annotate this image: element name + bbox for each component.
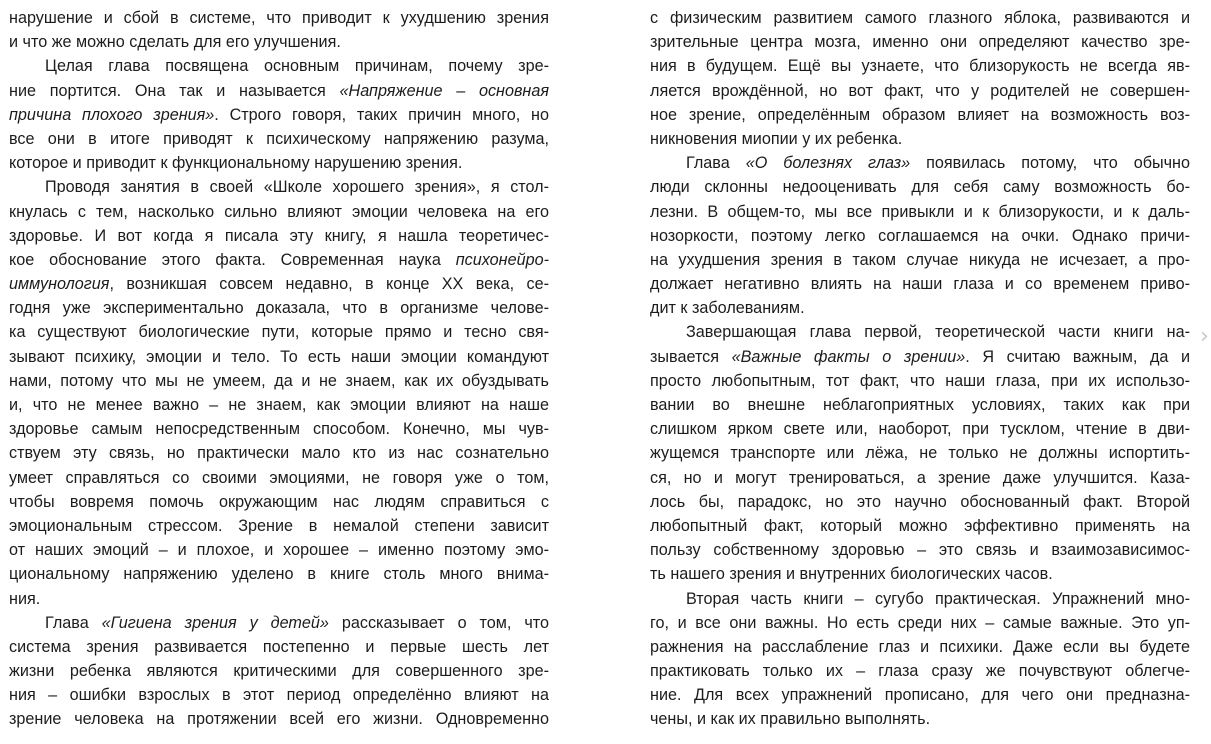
text-span: зывается bbox=[650, 347, 732, 366]
text-line bbox=[650, 345, 1190, 369]
text-line bbox=[9, 30, 549, 54]
text-span: ния в будущем. Ещё вы узнаете, что близорукость не всегда яв- bbox=[650, 57, 1190, 76]
text-span: нозоркости, поэтому легко соглашаемся на очки. Однако причи- bbox=[650, 226, 1190, 245]
text-span: слишком ярком свете или, наоборот, при тусклом, чтение в дви- bbox=[650, 420, 1190, 439]
text-span: Глава bbox=[45, 613, 102, 632]
text-span: лезни. В общем-то, мы все привыкли и к близорукости, и к даль- bbox=[650, 202, 1190, 221]
text-span: циональному напряжению уделено в книге столь много внима- bbox=[9, 565, 549, 584]
text-line bbox=[650, 707, 1190, 731]
text-line bbox=[9, 393, 549, 417]
text-span: ка существуют биологические пути, которые прямо и тесно свя- bbox=[9, 323, 549, 342]
right-page bbox=[650, 6, 1190, 732]
text-span: жизни ребенка являются критическими для совершенного зре- bbox=[9, 662, 549, 681]
text-span: появилась потому, что обычно bbox=[910, 154, 1190, 173]
text-span: Целая глава посвящена основным причинам, почему зре- bbox=[45, 57, 549, 76]
left-page bbox=[9, 6, 549, 732]
text-line bbox=[9, 683, 549, 707]
text-span: ние портится. Она так и называется bbox=[9, 81, 340, 100]
text-line bbox=[650, 79, 1190, 103]
text-line bbox=[650, 635, 1190, 659]
text-span: никновения миопии у их ребенка. bbox=[650, 129, 903, 148]
text-span: ния. bbox=[9, 589, 41, 608]
italic-text: «Гигиена зрения у детей» bbox=[101, 613, 329, 632]
text-span: нарушение и сбой в системе, что приводит к ухудшению зрения bbox=[9, 9, 549, 27]
text-line bbox=[650, 127, 1190, 151]
text-span: система зрения развивается постепенно и первые шесть лет bbox=[9, 637, 549, 656]
text-span: ное зрение, определённым образом влияет на возможность воз- bbox=[650, 105, 1190, 124]
text-line bbox=[9, 224, 549, 248]
text-line bbox=[9, 248, 549, 272]
text-span: и, что не менее важно – не знаем, как эмоции влияют на наше bbox=[9, 396, 549, 414]
text-line bbox=[650, 6, 1190, 30]
text-line bbox=[650, 272, 1190, 296]
text-line bbox=[650, 611, 1190, 635]
text-span: вании во внешне неблагоприятных условиях, таких как при bbox=[650, 396, 1190, 414]
text-line bbox=[650, 417, 1190, 441]
text-span: Вторая часть книги – сугубо практическая. Упражнений мно- bbox=[686, 589, 1190, 608]
text-line bbox=[9, 320, 549, 344]
text-line bbox=[650, 151, 1190, 175]
text-span: нами, потому что мы не умеем, да и не знаем, как их обуздывать bbox=[9, 371, 549, 390]
text-line bbox=[9, 562, 549, 586]
text-line bbox=[650, 103, 1190, 127]
text-span: любопытный факт, который можно эффективно применять на bbox=[650, 516, 1190, 535]
text-span: ся, но и могут тренироваться, а зрение даже улучшится. Каза- bbox=[650, 468, 1190, 487]
text-span: чены, и как их правильно выполнять. bbox=[650, 710, 931, 729]
text-span: . Строго говоря, таких причин много, но bbox=[214, 105, 549, 124]
text-line bbox=[9, 587, 549, 611]
text-line bbox=[650, 320, 1190, 344]
text-line bbox=[650, 30, 1190, 54]
text-line bbox=[650, 562, 1190, 586]
text-line bbox=[650, 296, 1190, 320]
text-span: ния – ошибки взрослых в этот период определённо влияют на bbox=[9, 686, 549, 705]
text-span: дит к заболеваниям. bbox=[650, 299, 805, 318]
text-span: на ухудшения зрения в таком случае никуда не исчезает, а про- bbox=[650, 250, 1190, 269]
text-span: от наших эмоций – и плохое, и хорошее – именно поэтому эмо- bbox=[9, 541, 549, 560]
text-line bbox=[9, 54, 549, 78]
text-line bbox=[9, 6, 549, 30]
text-span: зывают психику, эмоции и тело. То есть наши эмоции командуют bbox=[9, 347, 549, 366]
text-span: которое и приводит к функциональному нарушению зрения. bbox=[9, 154, 463, 173]
text-line bbox=[9, 635, 549, 659]
text-span: просто любопытным, тот факт, что наши глаза, при их использо- bbox=[650, 371, 1190, 390]
text-span: жущемся транспорте или лёжа, не только не должны испортить- bbox=[650, 444, 1190, 463]
text-line bbox=[650, 538, 1190, 562]
italic-text: «О болезнях глаз» bbox=[745, 154, 911, 173]
text-line bbox=[9, 514, 549, 538]
text-line bbox=[9, 103, 549, 127]
text-line bbox=[9, 611, 549, 635]
text-line bbox=[650, 441, 1190, 465]
text-span: чтобы вовремя помочь окружающим нас людям справиться с bbox=[9, 492, 549, 511]
text-line bbox=[650, 248, 1190, 272]
text-line bbox=[650, 54, 1190, 78]
text-span: должает негативно влиять на наши глаза и со временем приво- bbox=[650, 275, 1190, 294]
text-line bbox=[9, 538, 549, 562]
text-span: все они в итоге приводят к психическому напряжению разума, bbox=[9, 129, 549, 148]
text-span: Завершающая глава первой, теоретической части книги на- bbox=[686, 323, 1190, 342]
text-span: ражнения на расслабление глаз и психики. Даже если вы будете bbox=[650, 637, 1190, 656]
text-span: кнулась с тем, насколько сильно влияют эмоции человека на его bbox=[9, 202, 549, 221]
text-line bbox=[9, 466, 549, 490]
text-span: Проводя занятия в своей «Школе хорошего зрения», я стол- bbox=[45, 178, 549, 197]
text-span: умеет справляться со своими эмоциями, не говоря уже о том, bbox=[9, 468, 549, 487]
text-span: ляется врождённой, но вот факт, что у родителей не совершен- bbox=[650, 81, 1190, 100]
text-span: зрительные центра мозга, именно они определяют качество зре- bbox=[650, 33, 1190, 52]
text-line bbox=[650, 224, 1190, 248]
italic-text: «Напряжение – основная bbox=[339, 81, 549, 100]
text-span: зрение человека на протяжении всей его жизни. Одновременно bbox=[9, 710, 549, 729]
text-line bbox=[650, 490, 1190, 514]
text-line bbox=[9, 79, 549, 103]
text-line bbox=[650, 369, 1190, 393]
next-page-chevron-right-icon[interactable]: › bbox=[1200, 324, 1209, 349]
text-line bbox=[9, 441, 549, 465]
text-line bbox=[9, 200, 549, 224]
text-line bbox=[9, 151, 549, 175]
text-span: , возникшая совсем недавно, в конце XX века, се- bbox=[109, 275, 549, 294]
text-line bbox=[9, 272, 549, 296]
text-line bbox=[9, 659, 549, 683]
text-line bbox=[9, 369, 549, 393]
text-line bbox=[650, 466, 1190, 490]
italic-text: «Важные факты о зрении» bbox=[731, 347, 966, 366]
text-span: кое обоснование этого факта. Современная наука bbox=[9, 250, 456, 269]
text-line bbox=[650, 393, 1190, 417]
italic-text: причина плохого зрения» bbox=[9, 105, 215, 124]
text-span: практиковать только их – глаза сразу же почувствуют облегче- bbox=[650, 662, 1190, 681]
text-span: эмоциональным стрессом. Зрение в немалой степени зависит bbox=[9, 516, 549, 535]
text-line bbox=[9, 296, 549, 320]
text-span: люди склонны недооценивать для себя саму возможность бо- bbox=[650, 178, 1190, 197]
text-span: Глава bbox=[686, 154, 746, 173]
text-span: ть нашего зрения и внутренних биологических часов. bbox=[650, 565, 1053, 584]
text-line bbox=[650, 514, 1190, 538]
text-span: годня уже экспериментально доказала, что в организме челове- bbox=[9, 299, 549, 318]
text-line bbox=[9, 127, 549, 151]
text-line bbox=[650, 200, 1190, 224]
text-span: рассказывает о том, что bbox=[328, 613, 549, 632]
text-line bbox=[650, 683, 1190, 707]
text-line bbox=[9, 417, 549, 441]
italic-text: иммунология bbox=[9, 275, 110, 294]
text-line bbox=[650, 659, 1190, 683]
text-span: . Я считаю важным, да и bbox=[965, 347, 1190, 366]
text-line bbox=[9, 345, 549, 369]
text-line bbox=[9, 707, 549, 731]
text-span: и что же можно сделать для его улучшения. bbox=[9, 33, 341, 52]
text-line bbox=[9, 175, 549, 199]
text-span: лось бы, парадокс, но это научно обоснованный факт. Второй bbox=[650, 492, 1190, 511]
text-span: пользу собственному здоровью – это связь и взаимозависимос- bbox=[650, 541, 1190, 560]
text-line bbox=[9, 490, 549, 514]
text-span: ние. Для всех упражнений прописано, для чего они предназна- bbox=[650, 686, 1190, 705]
text-span: го, и все они важны. Но есть среди них – самые важные. Это уп- bbox=[650, 613, 1190, 632]
text-line bbox=[650, 587, 1190, 611]
text-span: здоровье. И вот когда я писала эту книгу, я нашла теоретичес- bbox=[9, 226, 549, 245]
text-span: с физическим развитием самого глазного яблока, развиваются и bbox=[650, 9, 1190, 27]
text-span: здоровье самым непосредственным способом. Конечно, мы чув- bbox=[9, 420, 549, 439]
italic-text: психонейро- bbox=[455, 250, 549, 269]
text-line bbox=[650, 175, 1190, 199]
text-span: ствуем эту связь, но практически мало кто из нас сознательно bbox=[9, 444, 549, 463]
